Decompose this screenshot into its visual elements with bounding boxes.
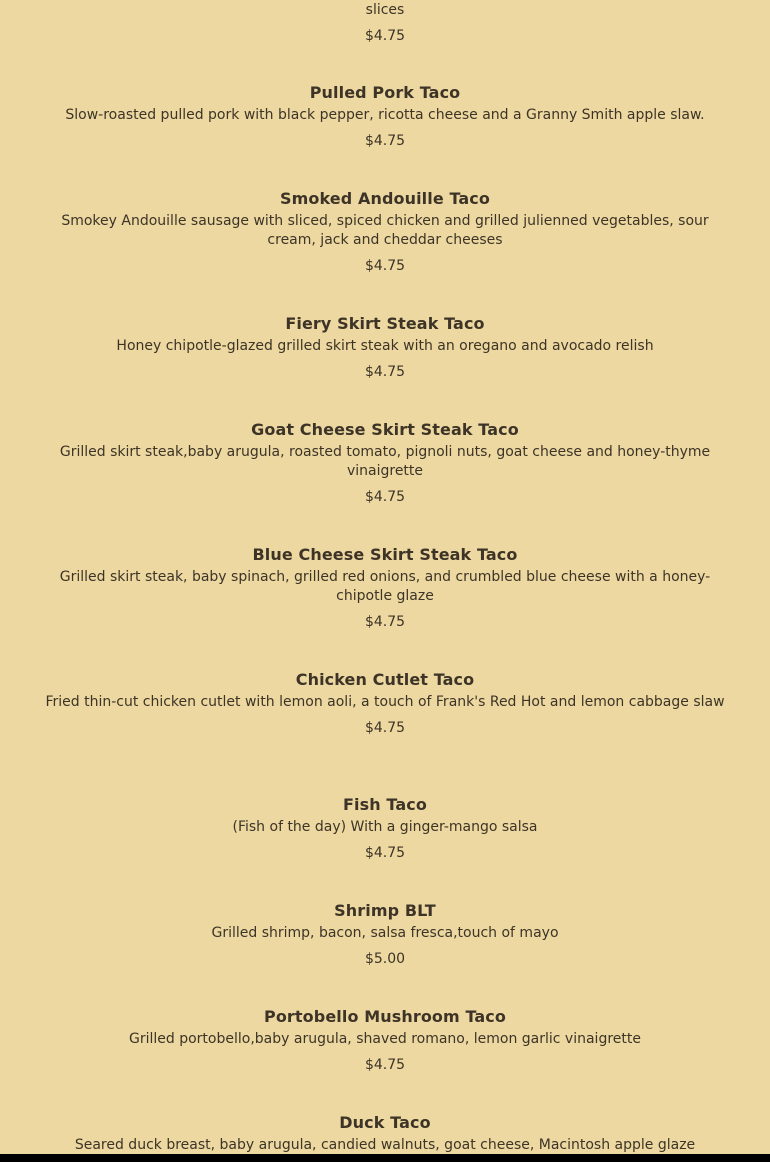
menu-item-shrimp-blt	[40, 900, 730, 969]
menu-item-pulled-pork-taco	[40, 82, 730, 151]
item-price: $4.75	[364, 720, 406, 736]
item-price: $5.00	[364, 951, 406, 967]
item-description: Grilled skirt steak, baby spinach, grilled red onions, and crumbled blue cheese with a honey-chipotle glaze	[59, 569, 711, 604]
menu-item-smoked-andouille-taco	[40, 188, 730, 276]
item-price: $4.75	[364, 258, 406, 274]
item-price: $4.75	[364, 614, 406, 630]
item-name: Blue Cheese Skirt Steak Taco	[252, 545, 518, 564]
item-price: $4.75	[364, 28, 406, 44]
item-name: Chicken Cutlet Taco	[295, 670, 475, 689]
menu-item-portobello-mushroom-taco	[40, 1006, 730, 1075]
item-name: Fiery Skirt Steak Taco	[285, 314, 485, 333]
item-description: Grilled shrimp, bacon, salsa fresca,touch of mayo	[211, 925, 559, 941]
item-name: Fish Taco	[343, 795, 427, 814]
item-price: $4.75	[364, 364, 406, 380]
item-description: Smokey Andouille sausage with sliced, spiced chicken and grilled julienned vegetables, sour cream, jack and cheddar cheeses	[61, 213, 709, 248]
item-name: Goat Cheese Skirt Steak Taco	[251, 420, 519, 439]
menu-item-goat-cheese-skirt-steak-taco	[40, 419, 730, 507]
item-description: Honey chipotle-glazed grilled skirt steak with an oregano and avocado relish	[116, 338, 654, 354]
item-name: Duck Taco	[339, 1113, 431, 1132]
item-description: Slow-roasted pulled pork with black pepper, ricotta cheese and a Granny Smith apple slaw.	[65, 107, 705, 123]
item-name: Shrimp BLT	[334, 901, 436, 920]
bottom-bar	[0, 1154, 770, 1162]
item-name: Pulled Pork Taco	[309, 83, 461, 102]
item-name: Portobello Mushroom Taco	[264, 1007, 506, 1026]
item-price: $4.75	[364, 845, 406, 861]
menu-item-fiery-skirt-steak-taco	[40, 313, 730, 382]
item-description: Grilled skirt steak,baby arugula, roasted tomato, pignoli nuts, goat cheese and honey-thyme vinaigrette	[59, 444, 711, 479]
item-description: (Fish of the day) With a ginger-mango salsa	[232, 819, 538, 835]
item-price: $4.75	[364, 133, 406, 149]
item-description: Seared duck breast, baby arugula, candied walnuts, goat cheese, Macintosh apple glaze	[74, 1137, 696, 1153]
item-name: Smoked Andouille Taco	[280, 189, 490, 208]
item-description: Fried thin-cut chicken cutlet with lemon aoli, a touch of Frank's Red Hot and lemon cabbage slaw	[45, 694, 725, 710]
item-description: Grilled portobello,baby arugula, shaved romano, lemon garlic vinaigrette	[129, 1031, 641, 1047]
menu-item-duck-taco	[40, 1112, 730, 1154]
menu-item-chicken-cutlet-taco	[40, 669, 730, 738]
menu-item-fish-taco	[40, 794, 730, 863]
item-price: $4.75	[364, 1057, 406, 1073]
item-description: slices	[365, 2, 405, 18]
menu-item-blue-cheese-skirt-steak-taco	[40, 544, 730, 632]
item-price: $4.75	[364, 489, 406, 505]
